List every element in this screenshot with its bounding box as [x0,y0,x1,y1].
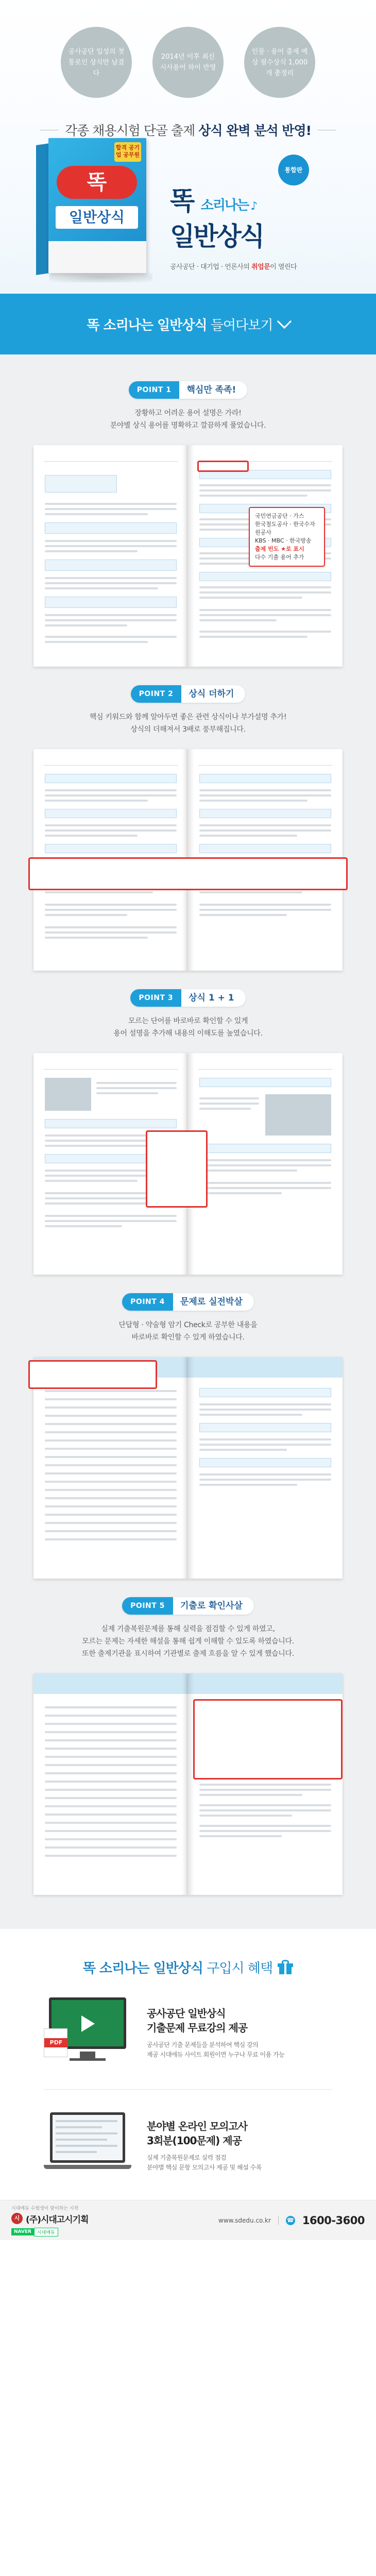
book-tag: 합격 공기업 공무원 [114,142,141,162]
benefit-title-line: 기출문제 무료강의 제공 [147,2022,248,2034]
brand-title-small: 소리나는 [200,198,249,213]
callout-line: 다수 기출 용어 추가 [255,554,304,561]
callout-line: 한국철도공사 · 한국수자원공사 [255,521,315,536]
highlight-box [197,461,249,472]
benefit-item [44,2107,332,2184]
feature-badge [61,27,132,98]
feature-badge [244,27,315,98]
brand-title-block [170,155,355,271]
book-page-right [188,1357,343,1579]
book-spread-preview [33,445,343,667]
benefits-title-bold: 똑 소리나는 일반상식 [82,1961,203,1976]
point-desc-line: 또한 출제기관을 표시하여 기관별로 출제 흐름을 알 수 있게 했습니다. [82,1650,294,1658]
point-title: 핵심만 족족! [186,385,236,395]
chevron-down-icon [277,314,291,329]
company-name: (주)시대고시기획 [26,2214,89,2225]
feature-badge-text: 공사공단 입성의 첫 통로인 상식만 남겼다 [68,47,125,77]
point-label [131,685,246,703]
callout-line: 국민연금공단 · 가스 [255,513,304,519]
point-label [130,989,245,1007]
website-link[interactable]: www.sdedu.co.kr [218,2216,271,2224]
feature-badges [0,0,376,98]
point-description [0,1015,376,1040]
brand-desc-emphasis: 취업문 [251,263,270,271]
benefit-title-line: 공사공단 일반상식 [147,2007,226,2020]
benefit-item [44,1994,332,2072]
book-page-left [33,1673,188,1895]
point-number: POINT 5 [122,1597,173,1615]
mock-test-image [44,2107,131,2184]
benefit-description [147,2040,332,2060]
book-spread-preview [33,1357,343,1579]
preview-section-header [0,294,376,354]
book-page-left [33,445,188,667]
book-page-left [33,1357,188,1579]
point-number: POINT 2 [131,685,182,703]
point-desc-line: 단답형 · 약술형 암기 Check로 공부한 내용을 [118,1321,258,1329]
benefit-desc-line: 실제 기출복원문제로 실력 점검 [147,2154,227,2161]
point-title: 기출로 확인사살 [180,1601,243,1611]
naver-search-badge[interactable] [11,2228,89,2236]
highlight-box [193,1699,343,1780]
brand-description [170,261,355,271]
book-page-right [188,1053,343,1275]
preview-section-title [87,315,272,334]
book-spread-preview [33,1673,343,1895]
point-desc-line: 분야별 상식 용어를 명확하고 깔끔하게 풀었습니다. [110,421,266,430]
benefit-title-line: 분야별 온라인 모의고사 [147,2120,248,2132]
point-number: POINT 1 [129,381,180,399]
highlight-box [28,857,348,890]
point-label [129,381,248,399]
laptop-icon [50,2112,125,2163]
benefits-title [0,1958,376,1977]
benefit-title [147,2006,332,2035]
highlight-box [28,1360,157,1389]
feature-badge-text: 인물 · 용어 출제 예상 필수상식 1,000개 총정리 [251,47,308,77]
phone-icon: ☎ [286,2216,295,2225]
point-desc-line: 상식의 더해져서 3배로 풍부해집니다. [130,725,246,734]
book-spread-preview [33,1053,343,1275]
preview-title-rest: 들여다보기 [207,317,273,333]
point-title: 문제로 실전박살 [180,1297,243,1307]
point-label [122,1293,254,1311]
feature-badge-text: 2014년 이후 최신 시사용어 하이 반영 [160,53,216,72]
point-description [0,407,376,432]
point-desc-line: 용어 설명을 추가해 내용의 이해도를 높였습니다. [113,1029,263,1038]
point-label [122,1597,254,1615]
highlight-box [146,1130,208,1208]
video-lecture-image [44,1994,131,2072]
point-description [0,1623,376,1660]
gift-icon [278,1960,293,1975]
pdf-label: PDF [44,2038,68,2047]
point-number: POINT 3 [130,989,181,1007]
point-block [0,989,376,1275]
hero-subtitle-text: 각종 채용시험 단골 출제 [64,123,199,138]
point-description [0,711,376,736]
feature-badge [152,27,224,98]
point-desc-line: 모르는 문제는 자세한 해설을 통해 쉽게 이해할 수 있도록 하였습니다. [82,1637,294,1646]
point-title: 상식 1 + 1 [189,993,234,1003]
point-number: POINT 4 [122,1293,173,1311]
divider [278,2216,279,2225]
sound-wave-icon: ♪ [250,200,257,213]
callout-line: KBS · MBC · 한국방송 [255,537,312,544]
point-block [0,1597,376,1895]
benefit-desc-line: 제공 시대에듀 사이트 회원이면 누구나 무료 이용 가능 [147,2051,285,2058]
hero-section [0,0,376,294]
point-desc-line: 모르는 단어를 바로바로 확인할 수 있게 [128,1017,248,1025]
brand-desc-text: 이 열린다 [270,263,297,271]
book-cover-image [36,138,155,285]
book-spread-preview [33,749,343,971]
footer [0,2200,376,2240]
book-title-red: 똑 [57,166,137,199]
play-icon [81,2015,95,2032]
point-description [0,1319,376,1344]
point-block [0,1293,376,1579]
brand-title-line2: 일반상식 [170,222,264,251]
point-desc-line: 바로바로 확인할 수 있게 하였습니다. [131,1333,245,1342]
naver-label: NAVER [11,2228,34,2235]
benefit-title [147,2119,332,2148]
divider [44,2089,332,2090]
benefits-section [0,1929,376,2200]
benefit-desc-line: 공사공단 기출 문제들을 분석하여 핵심 강의 [147,2041,259,2048]
point-desc-line: 핵심 키워드와 함께 알아두면 좋은 관련 상식이나 부가설명 추가! [89,713,287,721]
pdf-icon [44,2028,67,2057]
brand-desc-text: 공사공단 · 대기업 · 언론사의 [170,263,252,271]
point-block [0,381,376,667]
brand-title-big: 똑 [170,186,194,216]
book-title-main: 일반상식 [56,206,138,229]
point-desc-line: 장황하고 어려운 용어 설명은 가라! [134,409,242,417]
callout-note [249,507,325,567]
phone-number[interactable]: 1600-3600 [302,2214,365,2227]
hero-subtitle-emphasis: 상식 완벽 분석 반영! [198,123,311,138]
company-logo[interactable] [11,2212,89,2225]
point-desc-line: 실제 기출복원문제를 통해 실력을 점검할 수 있게 하였고, [101,1625,275,1633]
preview-title-bold: 똑 소리나는 일반상식 [87,317,207,333]
benefit-description [147,2153,332,2173]
point-block [0,685,376,971]
footer-slogan: 시대에듀 수험생이 맞이하는 시작 [11,2206,79,2211]
point-title: 상식 더하기 [189,689,234,699]
logo-icon: 시 [11,2213,23,2224]
brand-title [170,185,355,221]
points-section [0,354,376,1929]
edition-tag: 통합판 [278,155,309,185]
benefit-desc-line: 분야별 핵심 문항 모의고사 제공 및 해설 수록 [147,2164,262,2171]
naver-keyword: 시대에듀 [34,2228,58,2236]
benefits-title-rest: 구입시 혜택 [203,1961,273,1976]
benefit-title-line: 3회분(100문제) 제공 [147,2134,242,2147]
hero-subtitle [0,121,376,139]
callout-line: 출제 빈도 ★로 표시 [255,546,304,552]
